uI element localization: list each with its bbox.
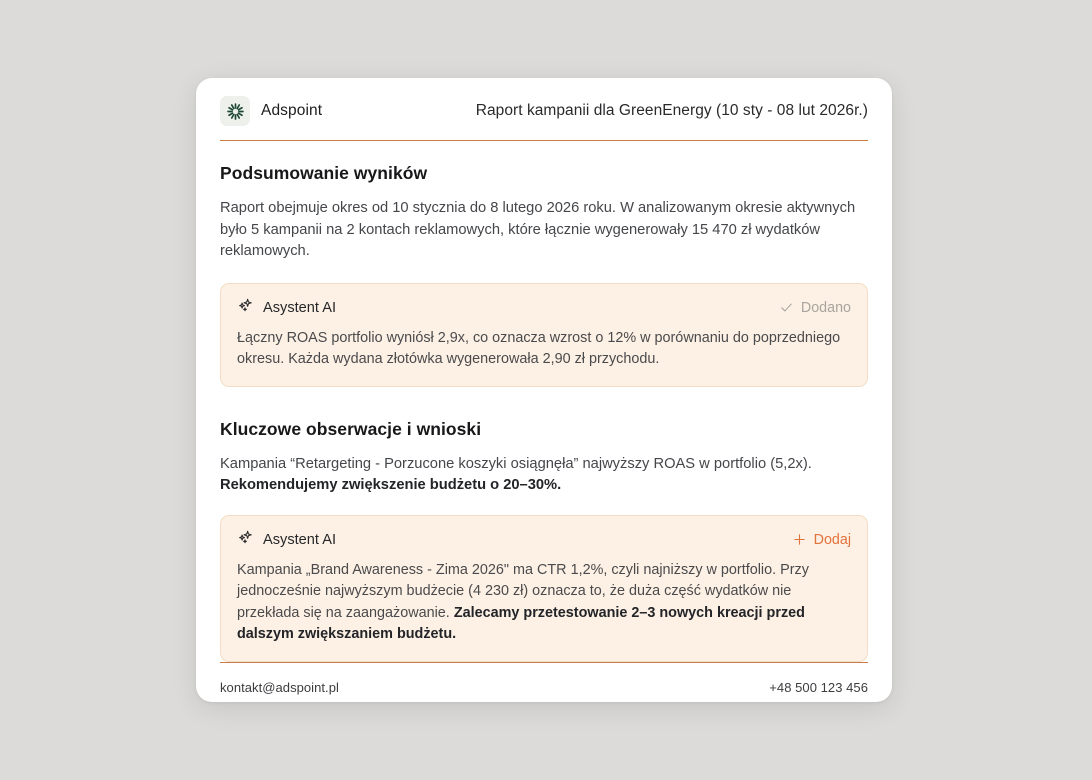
ai-card-body bbox=[237, 328, 851, 371]
ai-added-status-label: Dodano bbox=[800, 299, 851, 316]
section-paragraph-insights-text: Kampania “Retargeting - Porzucone koszyki osiągnęła” najwyższy ROAS w portfolio (5,2x). bbox=[220, 455, 812, 472]
ai-suggestion-card-add[interactable] bbox=[220, 515, 868, 662]
add-suggestion-label: Dodaj bbox=[813, 531, 851, 548]
ai-card-label-text: Asystent AI bbox=[263, 531, 337, 548]
ai-card-body-text: Kampania „Brand Awareness - Zima 2026" ma CTR 1,2%, czyli najniższy w portfolio. Przy jednocześnie najwyższym budżecie (4 230 zł) oznacza to, że duża część wydatków nie przekłada się na zaangażowanie. bbox=[237, 561, 809, 621]
section-paragraph-summary bbox=[220, 198, 860, 263]
ai-card-body bbox=[237, 560, 851, 646]
sparkle-icon bbox=[237, 529, 254, 551]
report-title: Raport kampanii dla GreenEnergy (10 sty - 08 lut 2026r.) bbox=[475, 102, 868, 119]
ai-card-header bbox=[237, 529, 851, 551]
ai-card-body-bold: Zalecamy przetestowanie 2–3 nowych kreacji przed dalszym zwiększaniem budżetu. bbox=[237, 604, 805, 642]
report-header bbox=[220, 78, 868, 141]
section-heading-summary: Podsumowanie wyników bbox=[220, 163, 428, 183]
section-paragraph-insights bbox=[220, 454, 860, 497]
ai-card-header bbox=[237, 297, 851, 319]
sparkle-icon bbox=[237, 297, 254, 319]
ai-card-label bbox=[237, 529, 336, 551]
report-body bbox=[220, 141, 868, 662]
brand bbox=[220, 96, 322, 126]
footer-email[interactable]: kontakt@adspoint.pl bbox=[220, 679, 339, 695]
section-heading-insights: Kluczowe obserwacje i wnioski bbox=[220, 418, 482, 439]
section-paragraph-summary-text: Raport obejmuje okres od 10 stycznia do 8 lutego 2026 roku. W analizowanym okresie aktywnych było 5 kampanii na 2 kontach reklamowych, które łącznie wygenerowały 15 470 zł wydatków reklamowych. bbox=[220, 200, 856, 259]
ai-card-label-text: Asystent AI bbox=[263, 299, 337, 316]
footer-phone[interactable]: +48 500 123 456 bbox=[769, 679, 868, 695]
ai-added-status bbox=[779, 300, 851, 316]
ai-card-label bbox=[237, 297, 336, 319]
plus-icon bbox=[792, 532, 807, 547]
ai-card-body-text: Łączny ROAS portfolio wyniósł 2,9x, co oznacza wzrost o 12% w porównaniu do poprzedniego okresu. Każda wydana złotówka wygenerowała 2,90 zł przychodu. bbox=[237, 329, 841, 367]
add-suggestion-button[interactable] bbox=[792, 532, 851, 548]
report-footer bbox=[220, 662, 868, 715]
ai-suggestion-card-added[interactable] bbox=[220, 283, 868, 387]
report-window bbox=[196, 78, 892, 702]
check-icon bbox=[779, 300, 794, 315]
starburst-logo-icon bbox=[220, 96, 250, 126]
brand-name: Adspoint bbox=[261, 102, 323, 119]
section-paragraph-insights-bold: Rekomendujemy zwiększenie budżetu o 20–30%. bbox=[220, 477, 562, 493]
